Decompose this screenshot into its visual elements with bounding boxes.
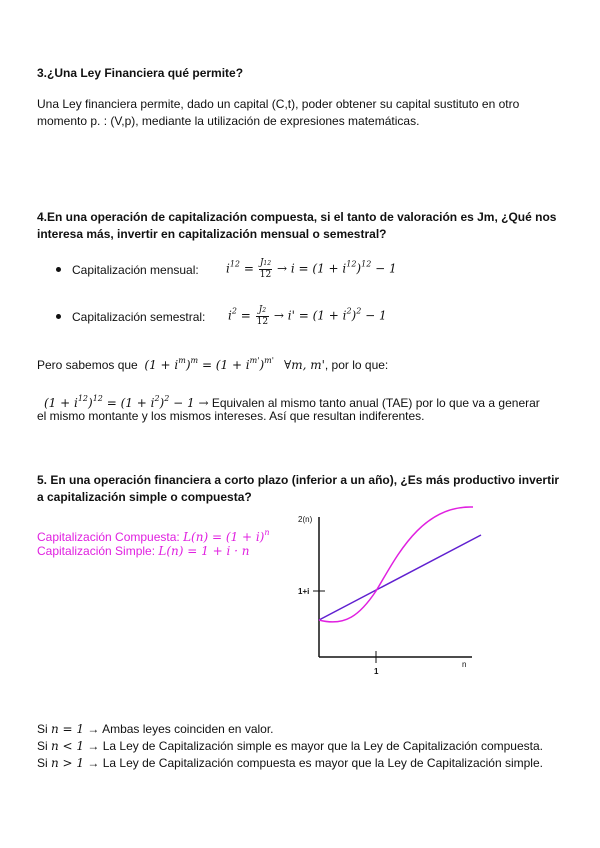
q4-title-line2: interesa más, invertir en capitalización mensual o semestral?: [37, 227, 387, 241]
simple-line: [319, 535, 481, 620]
formula-mensual: $i^{12}$ = $\frac{J12}{12}$ → $i = (1 + i^{12})^{12} - 1$: [226, 258, 397, 280]
q5-title-line2: a capitalización simple o compuesta?: [37, 490, 252, 504]
compound-curve: [319, 507, 473, 622]
q3-title: 3.¿Una Ley Financiera qué permite?: [37, 66, 244, 80]
conclusion-1: Si n = 1 → Ambas leyes coinciden en valor.: [37, 722, 274, 736]
conclusion-3: Si n > 1 → La Ley de Capitalización compuesta es mayor que la Ley de Capitalización simple.: [37, 756, 543, 770]
pero-sabemos: Pero sabemos que $(1 + i^m)^m = (1 + i^{m'})^{m'}$ ∀m, m', por lo que:: [37, 356, 389, 372]
equivalence-line: $(1 + i^{12})^{12} = (1 + i^2)^2 - 1$ → Equivalen al mismo tanto anual (TAE) por lo que va a generar: [44, 394, 540, 410]
chart-ylabel: 2(n): [298, 515, 313, 524]
q3-line2: momento p. : (V,p), mediante la utilización de expresiones matemáticas.: [37, 114, 420, 128]
bullet-dot: [56, 267, 61, 272]
chart-xlabel: n: [462, 660, 467, 669]
q3-line1: Una Ley financiera permite, dado un capital (C,t), poder obtener su capital sustituto en otro: [37, 97, 520, 111]
legend-compuesta: Capitalización Compuesta: $L(n) = (1 + i)^n$: [37, 528, 270, 544]
q4-title-line1: 4.En una operación de capitalización compuesta, si el tanto de valoración es Jm, ¿Qué nos: [37, 210, 557, 224]
equivalence-line2: el mismo montante y los mismos intereses. Así que resultan indiferentes.: [37, 409, 425, 423]
conclusion-2: Si n < 1 → La Ley de Capitalización simple es mayor que la Ley de Capitalización compuesta.: [37, 739, 543, 753]
chart-ytick-label: 1+i: [298, 587, 310, 596]
formula-semestral: $i^2$ = $\frac{J2}{12}$ → $i' = (1 + i^2)^2 - 1$: [228, 305, 387, 327]
bullet-semestral-label: Capitalización semestral:: [72, 310, 206, 324]
chart-xtick-label: 1: [374, 667, 379, 676]
capitalization-chart: [290, 505, 490, 680]
q5-title-line1: 5. En una operación financiera a corto plazo (inferior a un año), ¿Es más productivo invertir: [37, 473, 560, 487]
bullet-dot: [56, 314, 61, 319]
bullet-mensual-label: Capitalización mensual:: [72, 263, 199, 277]
legend-simple: Capitalización Simple: L(n) = 1 + i · n: [37, 544, 250, 558]
